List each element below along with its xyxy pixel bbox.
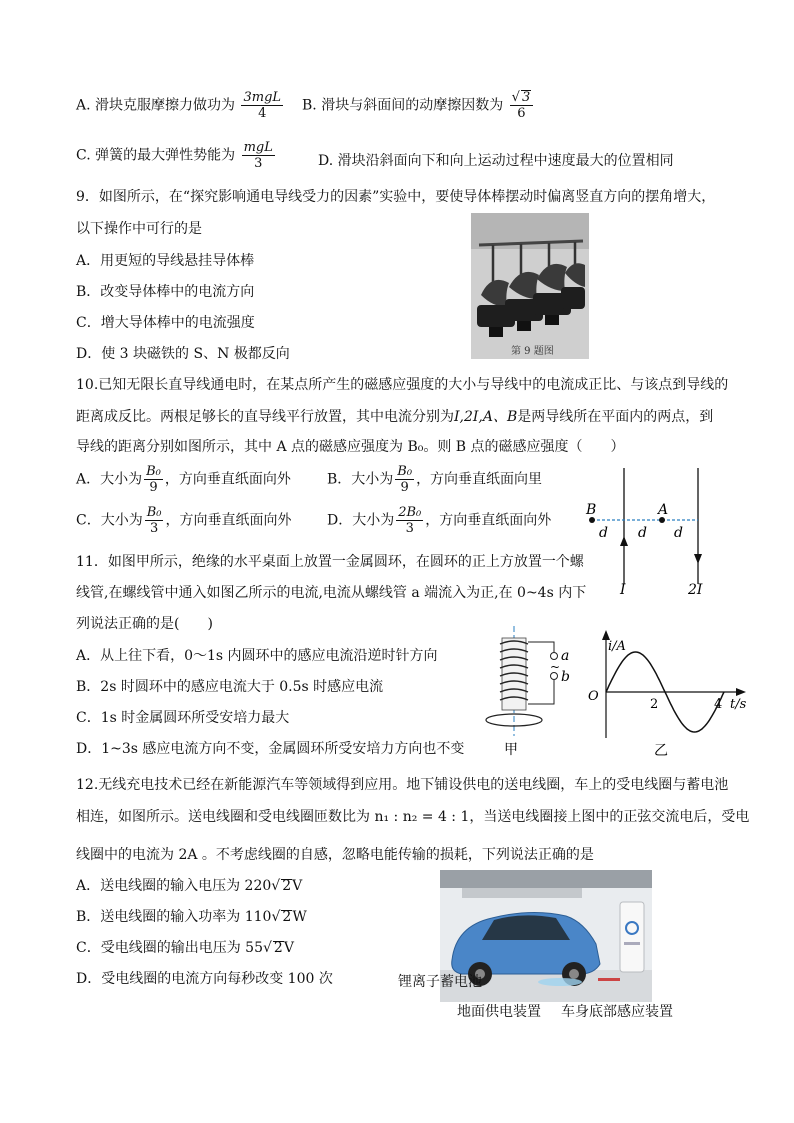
q11-solenoid-figure xyxy=(478,624,578,758)
q8-option-c xyxy=(76,140,277,171)
q12-option-c: C．受电线圈的输出电压为 55√ 2V xyxy=(76,940,294,956)
point-b-label: B xyxy=(586,502,597,518)
q11-option-d: D．1~3s 感应电流方向不变，金属圆环所受安培力方向也不变 xyxy=(76,741,465,757)
q9-stem-line2: 以下操作中可行的是 xyxy=(76,221,202,237)
q11-option-a: A．从上往下看，0～1s 内圆环中的感应电流沿逆时针方向 xyxy=(76,648,438,664)
q11-stem-line1: 11．如图甲所示，绝缘的水平桌面上放置一金属圆环，在圆环的正上方放置一个螺 xyxy=(76,554,584,570)
y-axis-label: i/A xyxy=(608,639,626,654)
battery-label: 锂离子蓄电池 xyxy=(398,974,482,990)
current-2i-label: 2I xyxy=(688,582,703,598)
origin-label: O xyxy=(588,689,599,704)
q8-option-a-text: A. 滑块克服摩擦力做功为 xyxy=(76,97,236,114)
x-axis-label: t/s xyxy=(730,697,747,712)
q10-stem-line3: 导线的距离分别如图所示，其中 A 点的磁感应强度为 B₀。则 B 点的磁感应强度（ ） xyxy=(76,439,625,455)
q9-option-d: D．使 3 块磁铁的 S、N 极都反向 xyxy=(76,346,290,362)
point-a-label: A xyxy=(658,502,669,518)
figure-jia-label: 甲 xyxy=(504,742,518,758)
q9-apparatus-image xyxy=(471,213,589,359)
q9-option-b: B．改变导体棒中的电流方向 xyxy=(76,284,255,300)
tick-label-4: 4 xyxy=(714,697,723,712)
q8-option-a-fraction: $\frac{\text{3mgL}}{4}$ xyxy=(243,90,282,121)
q9-figure-caption: 第 9 题图 xyxy=(511,346,554,357)
q9-photo xyxy=(471,213,589,359)
figure-yi-label: 乙 xyxy=(654,743,668,758)
distance-label: d xyxy=(638,525,647,541)
q11-stem-line2: 线管,在螺线管中通入如图乙所示的电流,电流从螺线管 a 端流入为正,在 0~4s 内下 xyxy=(76,585,587,601)
q8-option-b xyxy=(302,90,535,121)
q10-option-d: D．大小为 $\frac{\text{2B₀}}{3}$ ，方向垂直纸面向外 xyxy=(327,505,552,536)
terminal-a-label: a xyxy=(561,648,570,664)
distance-label: d xyxy=(599,525,608,541)
q11-current-graph xyxy=(584,628,754,758)
q9-option-a: A．用更短的导线悬挂导体棒 xyxy=(76,253,255,269)
q8-option-a xyxy=(76,90,285,121)
q10-option-c: C．大小为 $\frac{\text{B₀}}{3}$ ，方向垂直纸面向外 xyxy=(76,505,292,536)
q10-option-b: B．大小为 $\frac{\text{B₀}}{9}$ ，方向垂直纸面向里 xyxy=(327,464,543,495)
q11-stem-line3: 列说法正确的是( ) xyxy=(76,616,213,632)
q8-option-d: D. 滑块沿斜面向下和向上运动过程中速度最大的位置相同 xyxy=(318,153,674,169)
q10-stem-line1: 10.已知无限长直导线通电时，在某点所产生的磁感应强度的大小与导线中的电流成正比、与该点到导线的 xyxy=(76,377,729,393)
ac-symbol: ~ xyxy=(550,660,561,674)
car-sensor-label: 车身底部感应装置 xyxy=(561,1004,673,1020)
distance-label: d xyxy=(674,525,683,541)
q12-stem-line1: 12.无线充电技术已经在新能源汽车等领域得到应用。地下铺设供电的送电线圈，车上的受电线圈与蓄电池 xyxy=(76,777,729,793)
tick-label-2: 2 xyxy=(650,697,659,712)
terminal-b-label: b xyxy=(561,669,570,685)
q10-wire-diagram xyxy=(576,466,716,602)
q11-option-c: C．1s 时金属圆环所受安培力最大 xyxy=(76,710,290,726)
q8-option-c-text: C. 弹簧的最大弹性势能为 xyxy=(76,147,236,164)
q10-option-a: A．大小为 $\frac{\text{B₀}}{9}$ ，方向垂直纸面向外 xyxy=(76,464,291,495)
q12-option-a: A．送电线圈的输入电压为 220√ 2V xyxy=(76,878,303,894)
q11-option-b: B．2s 时圆环中的感应电流大于 0.5s 时感应电流 xyxy=(76,679,384,695)
q12-stem-line3: 线圈中的电流为 2A 。不考虑线圈的自感，忽略电能传输的损耗，下列说法正确的是 xyxy=(76,847,594,863)
q8-option-b-text: B. 滑块与斜面间的动摩擦因数为 xyxy=(302,97,504,114)
current-i-label: I xyxy=(620,582,626,598)
q12-option-b: B．送电线圈的输入功率为 110√ 2W xyxy=(76,909,307,925)
ground-device-label: 地面供电装置 xyxy=(457,1004,541,1020)
q9-option-c: C．增大导体棒中的电流强度 xyxy=(76,315,255,331)
q12-option-d: D．受电线圈的电流方向每秒改变 100 次 xyxy=(76,971,333,987)
q9-stem-line1: 9．如图所示，在“探究影响通电导线受力的因素”实验中，要使导体棒摆动时偏离竖直方向的摆角增大， xyxy=(76,189,716,205)
q8-option-c-fraction: $\frac{\text{mgL}}{3}$ xyxy=(243,140,273,171)
q8-option-b-fraction: $\frac{√ 3}{6}$ xyxy=(510,90,534,121)
q10-stem-line2: 距离成反比。两根足够长的直导线平行放置，其中电流分别为I,2I,A、B是两导线所在平面内的两点，到 xyxy=(76,409,714,425)
q12-stem-line2: 相连，如图所示。送电线圈和受电线圈匝数比为 n₁ : n₂ = 4 : 1，当送电线圈接上图中的正弦交流电后，受电 xyxy=(76,809,750,825)
